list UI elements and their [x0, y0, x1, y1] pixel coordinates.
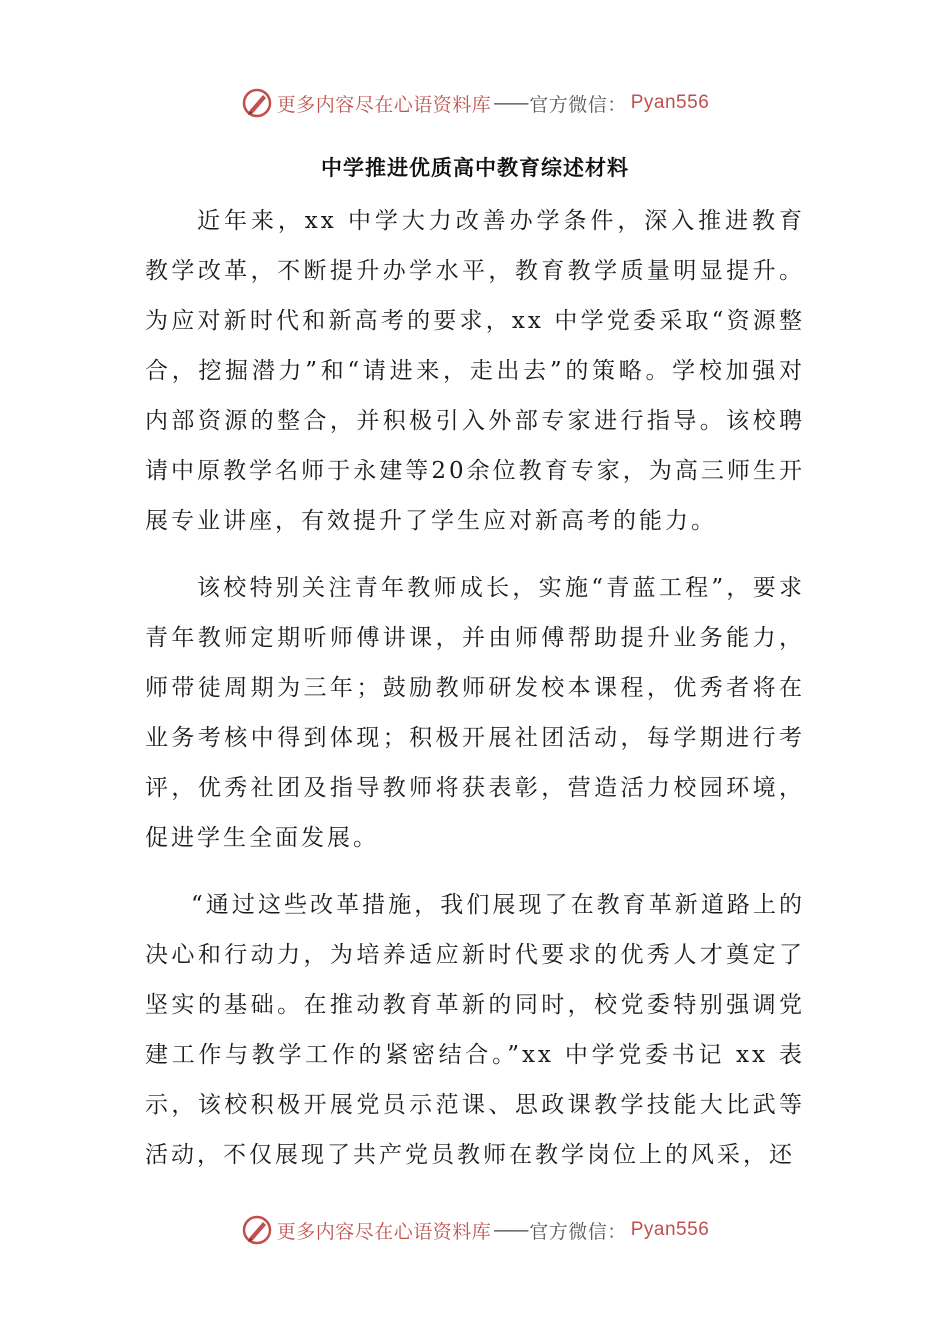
footer-banner	[0, 1210, 950, 1250]
banner-wechat-id: Pyan556	[630, 92, 710, 113]
banner-brand-text: 更多内容尽在心语资料库	[276, 1220, 492, 1243]
banner-separator: ——	[493, 1219, 528, 1241]
banner-separator: ——	[493, 92, 528, 114]
pen-logo-icon	[241, 1214, 273, 1246]
paragraph: 该校特别关注青年教师成长，实施“青蓝工程”，要求青年教师定期听师傅讲课，并由师傅帮助提升业务能力，师带徒周期为三年；鼓励教师研发校本课程，优秀者将在业务考核中得到体现；积极开展社团活动，每学期进行考评，优秀社团及指导教师将获表彰，营造活力校园环境，促进学生全面发展。	[145, 575, 805, 851]
banner-wechat-label: 官方微信：	[529, 93, 627, 116]
banner-wechat-label: 官方微信：	[529, 1220, 627, 1243]
header-banner	[0, 83, 950, 123]
document-title: 中学推进优质高中教育综述材料	[321, 156, 629, 180]
paragraph: “通过这些改革措施，我们展现了在教育革新道路上的决心和行动力，为培养适应新时代要求的优秀人才奠定了坚实的基础。在推动教育革新的同时，校党委特别强调党建工作与教学工作的紧密结合。”xx 中学党委书记 xx 表示，该校积极开展党员示范课、思政课教学技能大比武等活动，不仅展现了共产党员教师在教学岗位上的风采，还	[145, 892, 805, 1168]
paragraph: 近年来，xx 中学大力改善办学条件，深入推进教育教学改革，不断提升办学水平，教育教学质量明显提升。为应对新时代和新高考的要求，xx 中学党委采取“资源整合，挖掘潜力”和“请进来，走出去”的策略。学校加强对内部资源的整合，并积极引入外部专家进行指导。该校聘请中原教学名师于永建等20余位教育专家，为高三师生开展专业讲座，有效提升了学生应对新高考的能力。	[145, 208, 805, 534]
banner-wechat-id: Pyan556	[630, 1219, 710, 1240]
pen-logo-icon	[241, 87, 273, 119]
document-body	[145, 196, 805, 1180]
banner-brand-text: 更多内容尽在心语资料库	[276, 93, 492, 116]
